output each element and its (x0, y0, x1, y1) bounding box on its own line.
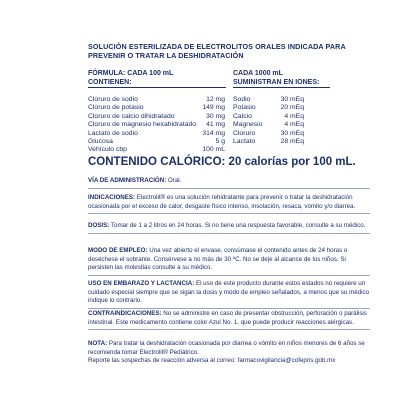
formula-value: 30 mg (206, 112, 225, 120)
formula-value: 149 mg (202, 104, 225, 112)
formula-row (88, 113, 225, 121)
ions-header-line2: SUMINISTRAN EN IONES: (233, 78, 320, 86)
formula-value: 100 mL (202, 146, 225, 154)
ions-table (233, 96, 304, 146)
formula-value: 314 mg (202, 129, 225, 137)
formula-name: Lactato de sodio (88, 129, 138, 137)
formula-header-line1: FÓRMULA: CADA 100 mL (88, 70, 174, 77)
formula-table (88, 96, 225, 155)
route-section (88, 177, 370, 189)
formula-row (88, 130, 225, 138)
dosage-label: DOSIS: (88, 222, 110, 229)
ion-name: Sodio (233, 96, 251, 103)
formula-name: Cloruro de calcio dihidratado (88, 112, 175, 120)
route-text: Oral. (166, 177, 182, 184)
formula-name: Glucosa (88, 138, 113, 146)
formula-divider (88, 87, 226, 88)
indications-label: INDICACIONES: (88, 194, 136, 201)
note-section (88, 340, 370, 366)
formula-row (88, 121, 225, 129)
ion-value: 30 mEq (280, 96, 304, 103)
contraindications-text: No se administre en caso de presentar obstrucción, perforación o parálisis intestinal. Este medicamento contiene color Azul No. 1, que puede producir reacciones alérgicas. (88, 310, 367, 326)
note-label: NOTA: (88, 340, 108, 347)
formula-row (88, 104, 225, 112)
ion-row (233, 96, 304, 104)
ion-row (233, 113, 304, 121)
ion-value: 30 mEq (280, 129, 304, 137)
ion-name: Magnesio (233, 121, 263, 129)
usage-label: MODO DE EMPLEO: (88, 247, 148, 254)
contraindications-section (88, 310, 370, 330)
usage-text: Una vez abierto el envase, consúmase el contenido antes de 24 horas o deséchese el sobrante. Consérvese a no más de 30 ºC. No se deje al alcance de los niños. Si persisten las molestias consulte a su médico. (88, 247, 348, 271)
formula-value: 41 mg (206, 121, 225, 129)
formula-name: Cloruro de magnesio hexahidratado (88, 121, 197, 129)
formula-header-line2: CONTIENEN: (88, 78, 132, 86)
formula-row (88, 96, 225, 104)
note-text: Para tratar la deshidratación ocasionada por diarrea o vómito en niños menores de 6 años se recomienda tomar Electrolit® Pediátrico. (88, 340, 365, 356)
formula-name: Cloruro de sodio (88, 96, 138, 103)
ion-value: 20 mEq (280, 104, 304, 112)
ion-name: Lactato (233, 138, 256, 146)
dosage-text: Tomar de 1 a 2 litros en 24 horas. Si no tiene una respuesta favorable, consulte a su médico. (109, 222, 366, 229)
pregnancy-section (88, 280, 370, 309)
formula-row (88, 146, 225, 154)
route-label: VÍA DE ADMINISTRACIÓN: (88, 177, 167, 184)
ions-header (233, 70, 383, 87)
ion-value: 4 mEq (284, 121, 304, 129)
calorie-content: CONTENIDO CALÓRICO: 20 calorías por 100 mL. (88, 156, 356, 168)
label-title: SOLUCIÓN ESTERILIZADA DE ELECTROLITOS ORALES INDICADA PARA PREVENIR O TRATAR LA DESHIDRATACIÓN (88, 42, 346, 60)
ion-row (233, 130, 304, 138)
contraindications-label: CONTRAINDICACIONES: (88, 310, 162, 317)
ion-row (233, 121, 304, 129)
ion-name: Cloruro (233, 129, 256, 137)
ion-row (233, 138, 304, 146)
ions-divider (233, 87, 330, 88)
adverse-report-text: Reporte las sospechas de reacción adversa al correo: farmacovigilancia@cofepris.gob.mx (88, 357, 336, 364)
indications-section (88, 194, 370, 214)
pregnancy-label: USO EN EMBARAZO Y LACTANCIA: (88, 280, 195, 287)
ion-row (233, 104, 304, 112)
usage-section (88, 247, 370, 276)
dosage-section (88, 222, 370, 234)
formula-value: 5 g (215, 138, 225, 146)
indications-text: Electrolit® es una solución rehidratante para prevenir o tratar la deshidratación ocasionada por el exceso de calor, desgaste físico intenso, insolación, resaca, vómito y/o diarrea. (88, 194, 356, 210)
ions-header-line1: CADA 1000 mL (233, 70, 283, 77)
pregnancy-text: El uso de este producto durante estos estados no requiere un cuidado especial siempre que se sigan la dosis y modo de empleo señalados, a menos que su médico indique lo contrario. (88, 280, 370, 304)
formula-name: Vehículo cbp (88, 146, 127, 154)
ion-name: Calcio (233, 112, 252, 120)
ion-value: 4 mEq (284, 112, 304, 120)
formula-header (88, 70, 228, 87)
formula-row (88, 138, 225, 146)
formula-name: Cloruro de potasio (88, 104, 144, 112)
ion-value: 28 mEq (280, 138, 304, 146)
formula-value: 12 mg (206, 96, 225, 103)
ion-name: Potasio (233, 104, 256, 112)
